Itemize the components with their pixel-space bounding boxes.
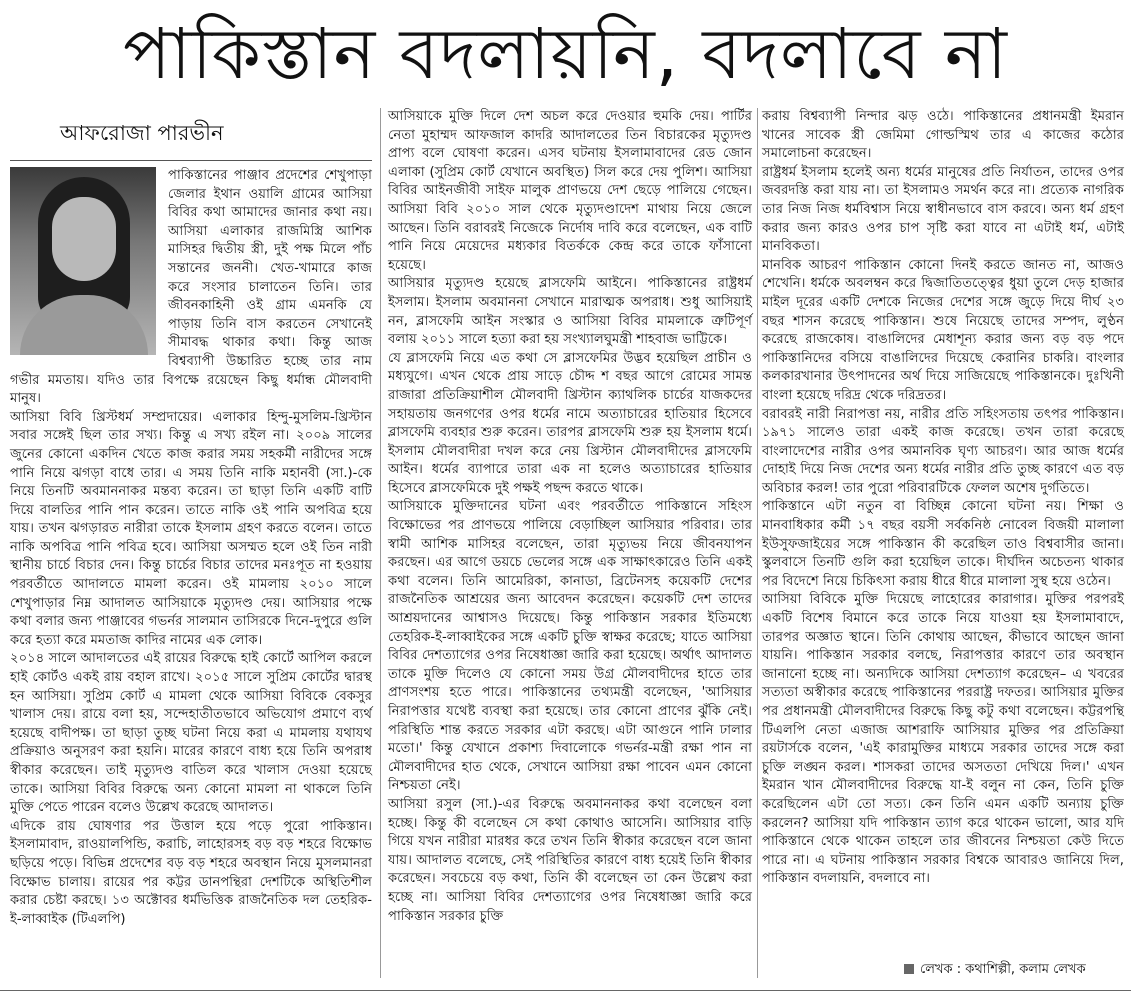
paragraph: আসিয়া বিবি খ্রিস্টধর্ম সম্প্রদায়ের। এলাকার হিন্দু-মুসলিম-খ্রিস্টান সবার সঙ্গেই ছিল তার সখ্য। কিন্তু এ সখ্য রইল না। ২০০৯ সালের জুনের কোনো একদিন খেতে কাজ করার সময় সহকর্মী নারীদের সঙ্গে পানি নিয়ে ঝগড়া বাধে তার। এ সময় তিনি নাকি মহানবী (সা.)-কে নিয়ে তিনটি অবমাননাকর মন্তব্য করেন। তা ছাড়া তিনি একটি বাটি দিয়ে বালতির পানি পান করেন। তাতে নাকি ওই পানি অপবিত্র হয়ে যায়। তখন ঝগড়ারত নারীরা তাকে ইসলাম গ্রহণ করতে বলেন। তাতে নাকি অপবিত্র পানি পবিত্র হবে। আসিয়া অসম্মত হলে ওই তিন নারী স্থানীয় চার্চে বিচার দেন। কিন্তু চার্চের বিচার তাদের মনঃপূত না হওয়ায় পরবর্তীতে আদালতে মামলা করেন। ওই মামলায় ২০১০ সালে শেখুপাড়ার নিম্ন আদালত আসিয়াকে মৃত্যুদণ্ড দেয়। আসিয়ার পক্ষে কথা বলার জন্য পাঞ্জাবের গভর্নর সালমান তাসিরকে দিনে-দুপুরে গুলি করে হত্যা করে মমতাজ কাদির নামের এক লোক। (10, 409, 372, 648)
paragraph: বরাবরই নারী নিরাপত্তা নয়, নারীর প্রতি সহিংসতায় তৎপর পাকিস্তান। ১৯৭১ সালেও তারা একই কাজ করেছে। তখন তারা করেছে বাংলাদেশের নারীর ওপর অমানবিক ঘৃণ্য আচরণ। আর আজ ধর্মের দোহাই দিয়ে নিজ দেশের অন্য ধর্মের নারীর প্রতি তুচ্ছ কারণে এত বড় অবিচার করল! তার পুরো পরিবারটিকে ফেলল অশেষ দুর্গতিতে। (762, 406, 1124, 496)
paragraph: আসিয়াকে মুক্তি দিলে দেশ অচল করে দেওয়ার হুমকি দেয়। পার্টির নেতা মুহাম্মদ আফজাল কাদরি আদালতের তিন বিচারকের মৃত্যুদণ্ড প্রাপ্য বলে ঘোষণা করেন। এসব ঘটনায় ইসলামাবাদের রেড জোন এলাকা (সুপ্রিম কোর্ট যেখানে অবস্থিত) সিল করে দেয় পুলিশ। আসিয়া বিবির আইনজীবী সাইফ মালুক প্রাণভয়ে দেশ ছেড়ে পালিয়ে গেছেন। আসিয়া বিবি ২০১০ সাল থেকে মৃত্যুদণ্ডাদেশ মাথায় নিয়ে জেলে আছেন। তিনি বরাবরই নিজেকে নির্দোষ দাবি করে বলেছেন, এক বাটি পানি নিয়ে মেয়েদের মধ্যকার বিতর্ককে কেন্দ্র করে তাকে ফাঁসানো হয়েছে। (388, 109, 752, 273)
article-column-3 (762, 108, 1124, 889)
paragraph: করায় বিশ্বব্যাপী নিন্দার ঝড় ওঠে। পাকিস্তানের প্রধানমন্ত্রী ইমরান খানের সাবেক স্ত্রী জেমিমা গোল্ডস্মিথ তার এ কাজের কঠোর সমালোচনা করেছেন। (762, 109, 1124, 162)
paragraph: ২০১৪ সালে আদালতের এই রায়ের বিরুদ্ধে হাই কোর্টে আপিল করলে হাই কোর্টও একই রায় বহাল রাখে। ২০১৫ সালে সুপ্রিম কোর্টের দ্বারস্থ হন আসিয়া। সুপ্রিম কোর্ট এ মামলা থেকে আসিয়া বিবিকে বেকসুর খালাস দেয়। রায়ে বলা হয়, সন্দেহাতীতভাবে অভিযোগ প্রমাণে ব্যর্থ হয়েছে বাদীপক্ষ। তা ছাড়া তুচ্ছ ঘটনা নিয়ে করা এ মামলায় যথাযথ প্রক্রিয়াও অনুসরণ করা হয়নি। মারের কারণে বাধ্য হয়ে তিনি অপরাধ স্বীকার করেছেন। তাই মৃত্যুদণ্ড বাতিল করে খালাস দেওয়া হয়েছে তাকে। আসিয়া বিবির বিরুদ্ধে অন্য কোনো মামলা না থাকলে তিনি মুক্তি পেতে পারেন বলেও উল্লেখ করেছে আদালত। (10, 651, 372, 816)
article-column-1 (10, 108, 372, 929)
column-divider (380, 108, 381, 978)
square-bullet-icon (904, 964, 914, 974)
paragraph: আসিয়াকে মুক্তিদানের ঘটনা এবং পরবর্তীতে পাকিস্তানে সহিংস বিক্ষোভের পর প্রাণভয়ে পালিয়ে বেড়াচ্ছিল আসিয়ার পরিবার। তার স্বামী আশিক মাসিহর বলেছেন, তারা মৃত্যুভয় নিয়ে জীবনযাপন করছেন। এর আগে ডয়চে ভেলের সঙ্গে এক সাক্ষাৎকারেও তিনি একই কথা বলেন। তিনি আমেরিকা, কানাডা, ব্রিটেনসহ কয়েকটি দেশের রাজনৈতিক আশ্রয়ের জন্য আবেদন করেছেন। কয়েকটি দেশ তাদের আশ্রয়দানের আশ্বাসও দিয়েছে। কিন্তু পাকিস্তান সরকার ইতিমধ্যে তেহরিক-ই-লাব্বাইকের সঙ্গে একটি চুক্তি স্বাক্ষর করেছে; যাতে আসিয়া বিবির দেশত্যাগের ওপর নিষেধাজ্ঞা জারি করা হয়েছে। অর্থাৎ আদালত তাকে মুক্তি দিলেও যে কোনো সময় উগ্র মৌলবাদীদের হাতে তার প্রাণসংশয় হতে পারে। পাকিস্তানের তথ্যমন্ত্রী বলেছেন, 'আসিয়ার নিরাপত্তার যথেষ্ট ব্যবস্থা করা হয়েছে। তার কোনো প্রাণের ঝুঁকি নেই। পরিস্থিতি শান্ত করতে সরকার এটা করছে। এটা আগুনে পানি ঢালার মতো।' কিন্তু যেখানে প্রকাশ্য দিবালোকে গভর্নর-মন্ত্রী রক্ষা পান না মৌলবাদীদের হাত থেকে, সেখানে আসিয়া রক্ষা পাবেন এমন কোনো নিশ্চয়তা নেই। (388, 499, 752, 794)
paragraph: আসিয়া রসুল (সা.)-এর বিরুদ্ধে অবমাননাকর কথা বলেছেন বলা হচ্ছে। কিন্তু কী বলেছেন সে কথা কোথাও আসেনি। আসিয়ার বাড়ি গিয়ে যখন নারীরা মারধর করে তখন তিনি স্বীকার করেছেন বলে জানা যায়। আদালত বলেছে, সেই পরিস্থিতির কারণে বাধ্য হয়েই তিনি স্বীকার করেছেন। সবচেয়ে বড় কথা, তিনি কী বলেছেন তা কেন উল্লেখ করা হচ্ছে না। আসিয়া বিবির দেশত্যাগের ওপর নিষেধাজ্ঞা জারি করে পাকিস্তান সরকার চুক্তি (388, 796, 752, 924)
headline: পাকিস্তান বদলায়নি, বদলাবে না (123, 13, 1008, 95)
article-column-2 (388, 108, 752, 926)
author-photo (10, 167, 156, 355)
paragraph: পাকিস্তানের পাঞ্জাব প্রদেশের শেখুপাড়া জেলার ইথান ওয়ালি গ্রামের আসিয়া বিবির কথা আমাদের জানার কথা নয়। আসিয়া এলাকার রাজমিস্ত্রি আশিক মাসিহর দ্বিতীয় স্ত্রী, দুই পক্ষ মিলে পাঁচ সন্তানের জননী। খেত-খামারে কাজ করে সংসার চালাতেন তিনি। তার জীবনকাহিনী ওই গ্রাম এমনকি যে পাড়ায় তিনি বাস করতেন সেখানেই সীমাবদ্ধ থাকার কথা। কিন্তু আজ বিশ্বব্যাপী উচ্চারিত হচ্ছে তার নাম গভীর মমতায়। যদিও তার বিপক্ষে রয়েছেন কিছু ধর্মান্ধ মৌলবাদী মানুষ। (10, 168, 372, 407)
footer-rule (0, 990, 1131, 991)
paragraph: আসিয়া বিবিকে মুক্তি দিয়েছে লাহোরের কারাগার। মুক্তির পরপরই একটি বিশেষ বিমানে করে তাকে নিয়ে যাওয়া হয় ইসলামাবাদে, তারপর অজ্ঞাত স্থানে। তিনি কোথায় আছেন, কীভাবে আছেন জানা যায়নি। পাকিস্তান সরকার বলছে, নিরাপত্তার কারণে তার অবস্থান জানানো হচ্ছে না। অন্যদিকে আসিয়া দেশত্যাগ করেছেন– এ খবরের সত্যতা অস্বীকার করেছে পাকিস্তানের পররাষ্ট্র দফতর। আসিয়ার মুক্তির পর প্রধানমন্ত্রী মৌলবাদীদের বিরুদ্ধে কিছু কটু কথা বলেছেন। কট্টরপন্থি টিএলপি নেতা এজাজ আশরাফি আসিয়ার মুক্তির পর প্রতিক্রিয়া রয়টার্সকে বলেন, 'এই কারামুক্তির মাধ্যমে সরকার তাদের সঙ্গে করা চুক্তি লঙ্ঘন করল। শাসকরা তাদের অসততা দেখিয়ে দিল।' এখন ইমরান খান মৌলবাদীদের বিরুদ্ধে যা-ই বলুন না কেন, তিনি চুক্তি করেছিলেন এটা তো সত্য। কেন তিনি এমন একটি অন্যায় চুক্তি করলেন? আসিয়া যদি পাকিস্তান ত্যাগ করে থাকেন ভালো, আর যদি পাকিস্তানে থেকে থাকেন তাহলে তার জীবনের নিশ্চয়তা কেউ দিতে পারে না। এ ঘটনায় পাকিস্তান সরকার বিশ্বকে আবারও জানিয়ে দিল, পাকিস্তান বদলায়নি, বদলাবে না। (762, 592, 1124, 887)
paragraph: এদিকে রায় ঘোষণার পর উত্তাল হয়ে পড়ে পুরো পাকিস্তান। ইসলামাবাদ, রাওয়ালপিন্ডি, করাচি, লাহোরসহ বড় বড় শহরে বিক্ষোভ ছড়িয়ে পড়ে। বিভিন্ন প্রদেশের বড় বড় শহরে অবস্থান নিয়ে মুসলমানরা বিক্ষোভ চালায়। রায়ের পর কট্টর ডানপন্থিরা দেশটিকে অস্থিতিশীল করার চেষ্টা করছে। ১৩ অক্টোবর ধর্মভিত্তিক রাজনৈতিক দল তেহরিক-ই-লাব্বাইক (টিএলপি) (10, 818, 372, 927)
column-divider (757, 108, 758, 978)
paragraph: আসিয়ার মৃত্যুদণ্ড হয়েছে ব্লাসফেমি আইনে। পাকিস্তানের রাষ্ট্রধর্ম ইসলাম। ইসলাম অবমাননা সেখানে মারাত্মক অপরাধ। শুধু আসিয়াই নন, ব্লাসফেমি আইন সংস্কার ও আসিয়া বিবির মামলাকে ত্রুটিপূর্ণ বলায় ২০১১ সালে হত্যা করা হয় সংখ্যালঘুমন্ত্রী শাহবাজ ভাট্টিকে। (388, 276, 752, 348)
paragraph: যে ব্লাসফেমি নিয়ে এত কথা সে ব্লাসফেমির উদ্ভব হয়েছিল প্রাচীন ও মধ্যযুগে। এখন থেকে প্রায় সাড়ে চৌদ্দ শ বছর আগে রোমের সামন্ত রাজারা প্রতিক্রিয়াশীল মৌলবাদী খ্রিস্টান ক্যাথলিক চার্চের যাজকদের সহায়তায় জনগণের ওপর ধর্মের নামে অত্যাচারের হাতিয়ার হিসেবে ব্লাসফেমি ব্যবহার শুরু করেন। তারপর ব্লাসফেমি শুরু হয় ইসলাম ধর্মে। ইসলাম মৌলবাদীরা দখল করে নেয় খ্রিস্টান মৌলবাদীদের ব্লাসফেমি আইন। ধর্মের ব্যাপারে তারা এক না হলেও অত্যাচারের হাতিয়ার হিসেবে ব্লাসফেমিকে দুই পক্ষই পছন্দ করতে থাকে। (388, 350, 752, 496)
paragraph: পাকিস্তানে এটা নতুন বা বিচ্ছিন্ন কোনো ঘটনা নয়। শিক্ষা ও মানবাধিকার কর্মী ১৭ বছর বয়সী সর্বকনিষ্ঠ নোবেল বিজয়ী মালালা ইউসুফজাইয়ের সঙ্গে পাকিস্তান কী করেছিল তাও বিশ্ববাসীর জানা। স্কুলবাসে তিনটি গুলি করা হয়েছিল তাকে। দীর্ঘদিন অচেতন্য থাকার পর বিদেশে নিয়ে চিকিৎসা করায় ধীরে ধীরে মালালা সুস্থ হয়ে ওঠেন। (762, 499, 1124, 589)
writer-credit (904, 961, 1086, 979)
writer-credit-text: লেখক : কথাশিল্পী, কলাম লেখক (920, 962, 1086, 977)
byline: আফরোজা পারভীন (10, 108, 372, 161)
paragraph: রাষ্ট্রধর্ম ইসলাম হলেই অন্য ধর্মের মানুষের প্রতি নির্যাতন, তাদের ওপর জবরদস্তি করা যায় না। তা ইসলামও সমর্থন করে না। প্রত্যেক নাগরিক তার নিজ নিজ ধর্মবিশ্বাস নিয়ে স্বাধীনভাবে বাস করবে। অন্য ধর্ম গ্রহণ করার জন্য কারও ওপর চাপ সৃষ্টি করা যাবে না এটাই ধর্ম, এটাই মানবিকতা। (762, 164, 1124, 255)
paragraph: মানবিক আচরণ পাকিস্তান কোনো দিনই করতে জানত না, আজও শেখেনি। ধর্মকে অবলম্বন করে দ্বিজাতিতত্ত্বের ধুয়া তুলে দেড় হাজার মাইল দূরের একটি দেশকে নিজের দেশের সঙ্গে জুড়ে দিয়ে দীর্ঘ ২৩ বছর শাসন করেছে পাকিস্তান। শুষে নিয়েছে তাদের সম্পদ, লুণ্ঠন করেছে রাজকোষ। বাঙালিদের মেধাশূন্য করার জন্য বড় বড় পদে পাকিস্তানিদের বসিয়ে বাঙালিদের দিয়েছে কেরানির চাকরি। বাংলার কলকারখানার উৎপাদনের অর্থ দিয়ে সাজিয়েছে পাকিস্তানকে। দুঃখিনী বাংলা হয়েছে দরিদ্র থেকে দরিদ্রতর। (762, 257, 1124, 403)
